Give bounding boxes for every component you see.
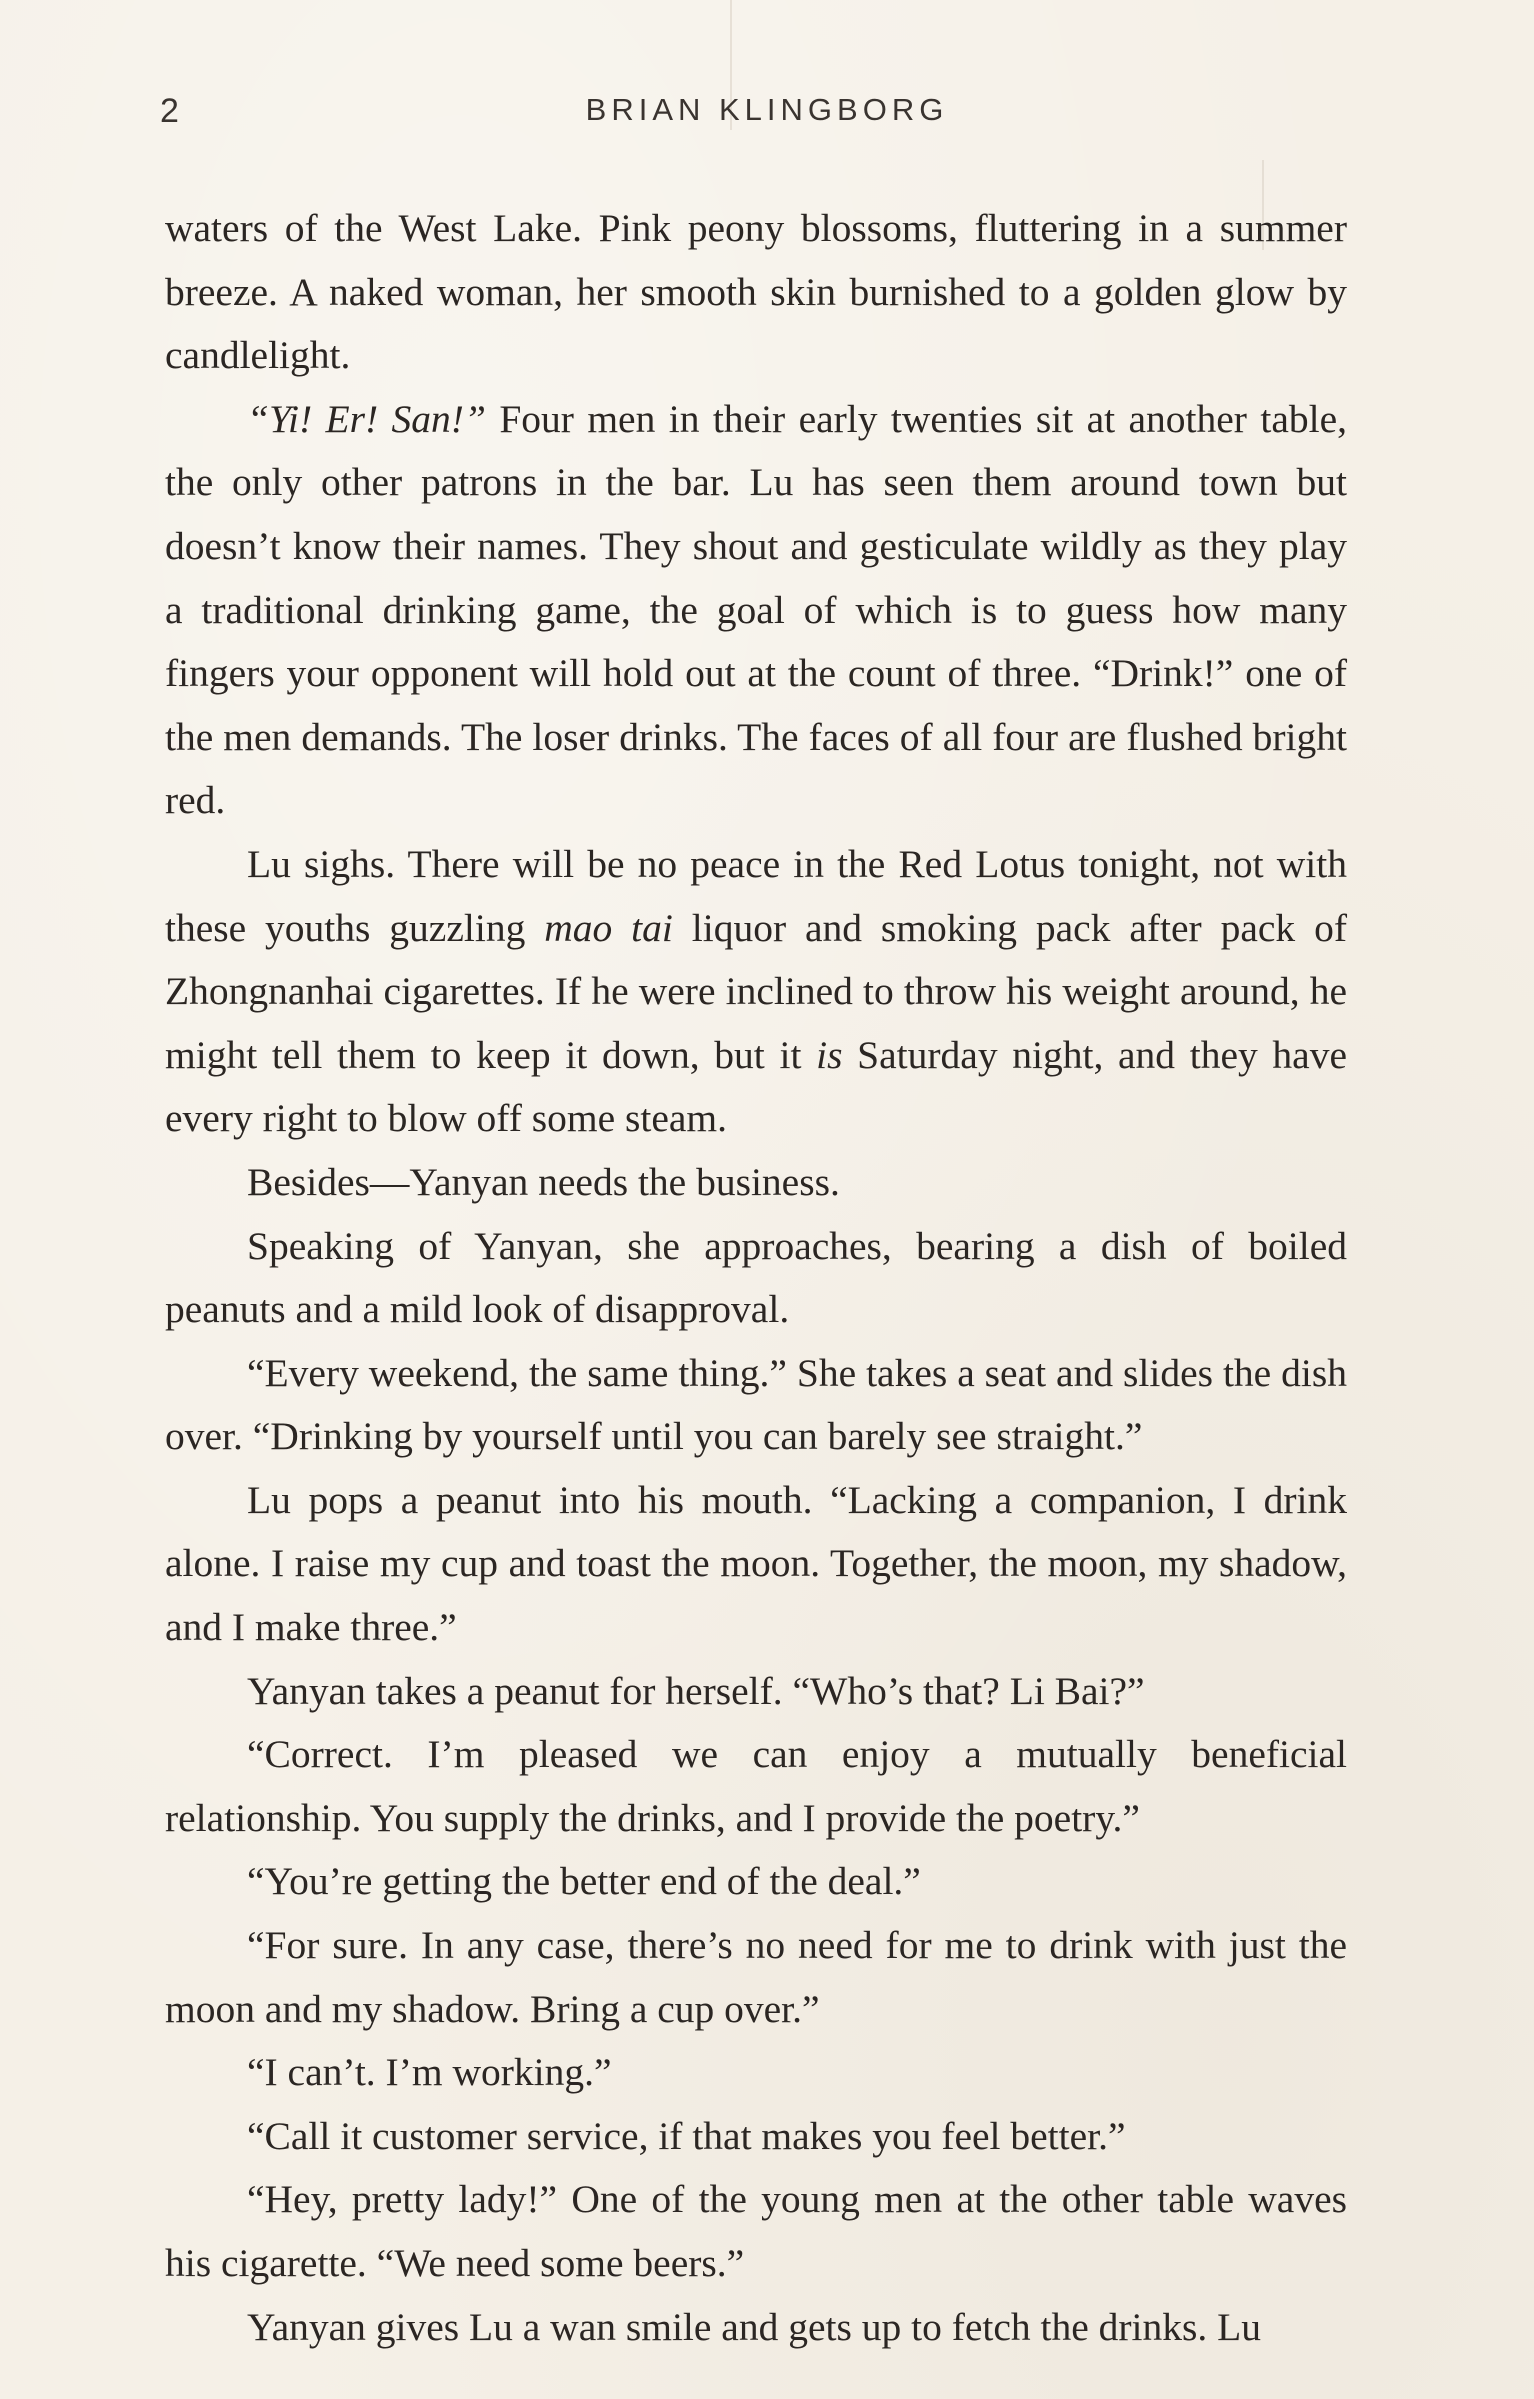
- paragraph: [165, 197, 1347, 388]
- italic-text: “Yi! Er! San!”: [247, 396, 486, 441]
- paragraph-text: waters of the West Lake. Pink peony blossoms, fluttering in a summer breeze. A naked woman, her smooth skin burnished to a golden glow by candlelight.: [165, 206, 1347, 378]
- italic-text: mao tai: [544, 905, 673, 950]
- paragraph: Besides—Yanyan needs the business.: [247, 1159, 840, 1204]
- paragraph: Yanyan gives Lu a wan smile and gets up to fetch the drinks. Lu: [247, 2304, 1262, 2349]
- paragraph: [165, 388, 1347, 833]
- paragraph: “Call it customer service, if that makes you feel better.”: [247, 2113, 1126, 2158]
- paragraph: “For sure. In any case, there’s no need for me to drink with just the moon and my shadow. Bring a cup over.”: [165, 1923, 1347, 2031]
- paragraph: Yanyan takes a peanut for herself. “Who’s that? Li Bai?”: [247, 1668, 1145, 1713]
- paragraph: [165, 833, 1347, 1151]
- paragraph: Lu pops a peanut into his mouth. “Lacking a companion, I drink alone. I raise my cup and toast the moon. Together, the moon, my shadow, and I make three.”: [165, 1477, 1347, 1650]
- italic-text: is: [816, 1032, 843, 1077]
- paragraph: “Every weekend, the same thing.” She takes a seat and slides the dish over. “Drinking by yourself until you can barely see straight.”: [165, 1350, 1347, 1459]
- paragraph: “Correct. I’m pleased we can enjoy a mutually beneficial relationship. You supply the drinks, and I provide the poetry.”: [165, 1732, 1347, 1840]
- page-number: 2: [160, 92, 180, 130]
- author-name: BRIAN KLINGBORG: [585, 92, 949, 127]
- paragraph-text: liquor and smoking pack after pack of Zhongnanhai cigarettes. If he were inclined to throw his weight around, he might tell them to keep it down, but it: [165, 905, 1347, 1077]
- paragraph-text: Four men in their early twenties sit at another table, the only other patrons in the bar. Lu has seen them around town but doesn’t know their names. They shout and gesticulate wildly as they play a traditional drinking game, the goal of which is to guess how many fingers your opponent will hold out at the count of three. “Drink!” one of the men demands. The loser drinks. The faces of all four are flushed bright red.: [165, 396, 1347, 823]
- paragraph: “Hey, pretty lady!” One of the young men at the other table waves his cigarette. “We need some beers.”: [165, 2177, 1347, 2285]
- paragraph-text: Saturday night, and they have every right to blow off some steam.: [165, 1032, 1347, 1141]
- paragraph: “You’re getting the better end of the deal.”: [247, 1859, 921, 1904]
- paragraph: “I can’t. I’m working.”: [247, 2050, 612, 2095]
- paragraph-text: Lu sighs. There will be no peace in the Red Lotus tonight, not with these youths guzzling: [165, 841, 1347, 950]
- paragraph: Speaking of Yanyan, she approaches, bearing a dish of boiled peanuts and a mild look of disapproval.: [165, 1223, 1347, 1332]
- running-head: [0, 92, 1534, 142]
- body-text: [165, 197, 1347, 2359]
